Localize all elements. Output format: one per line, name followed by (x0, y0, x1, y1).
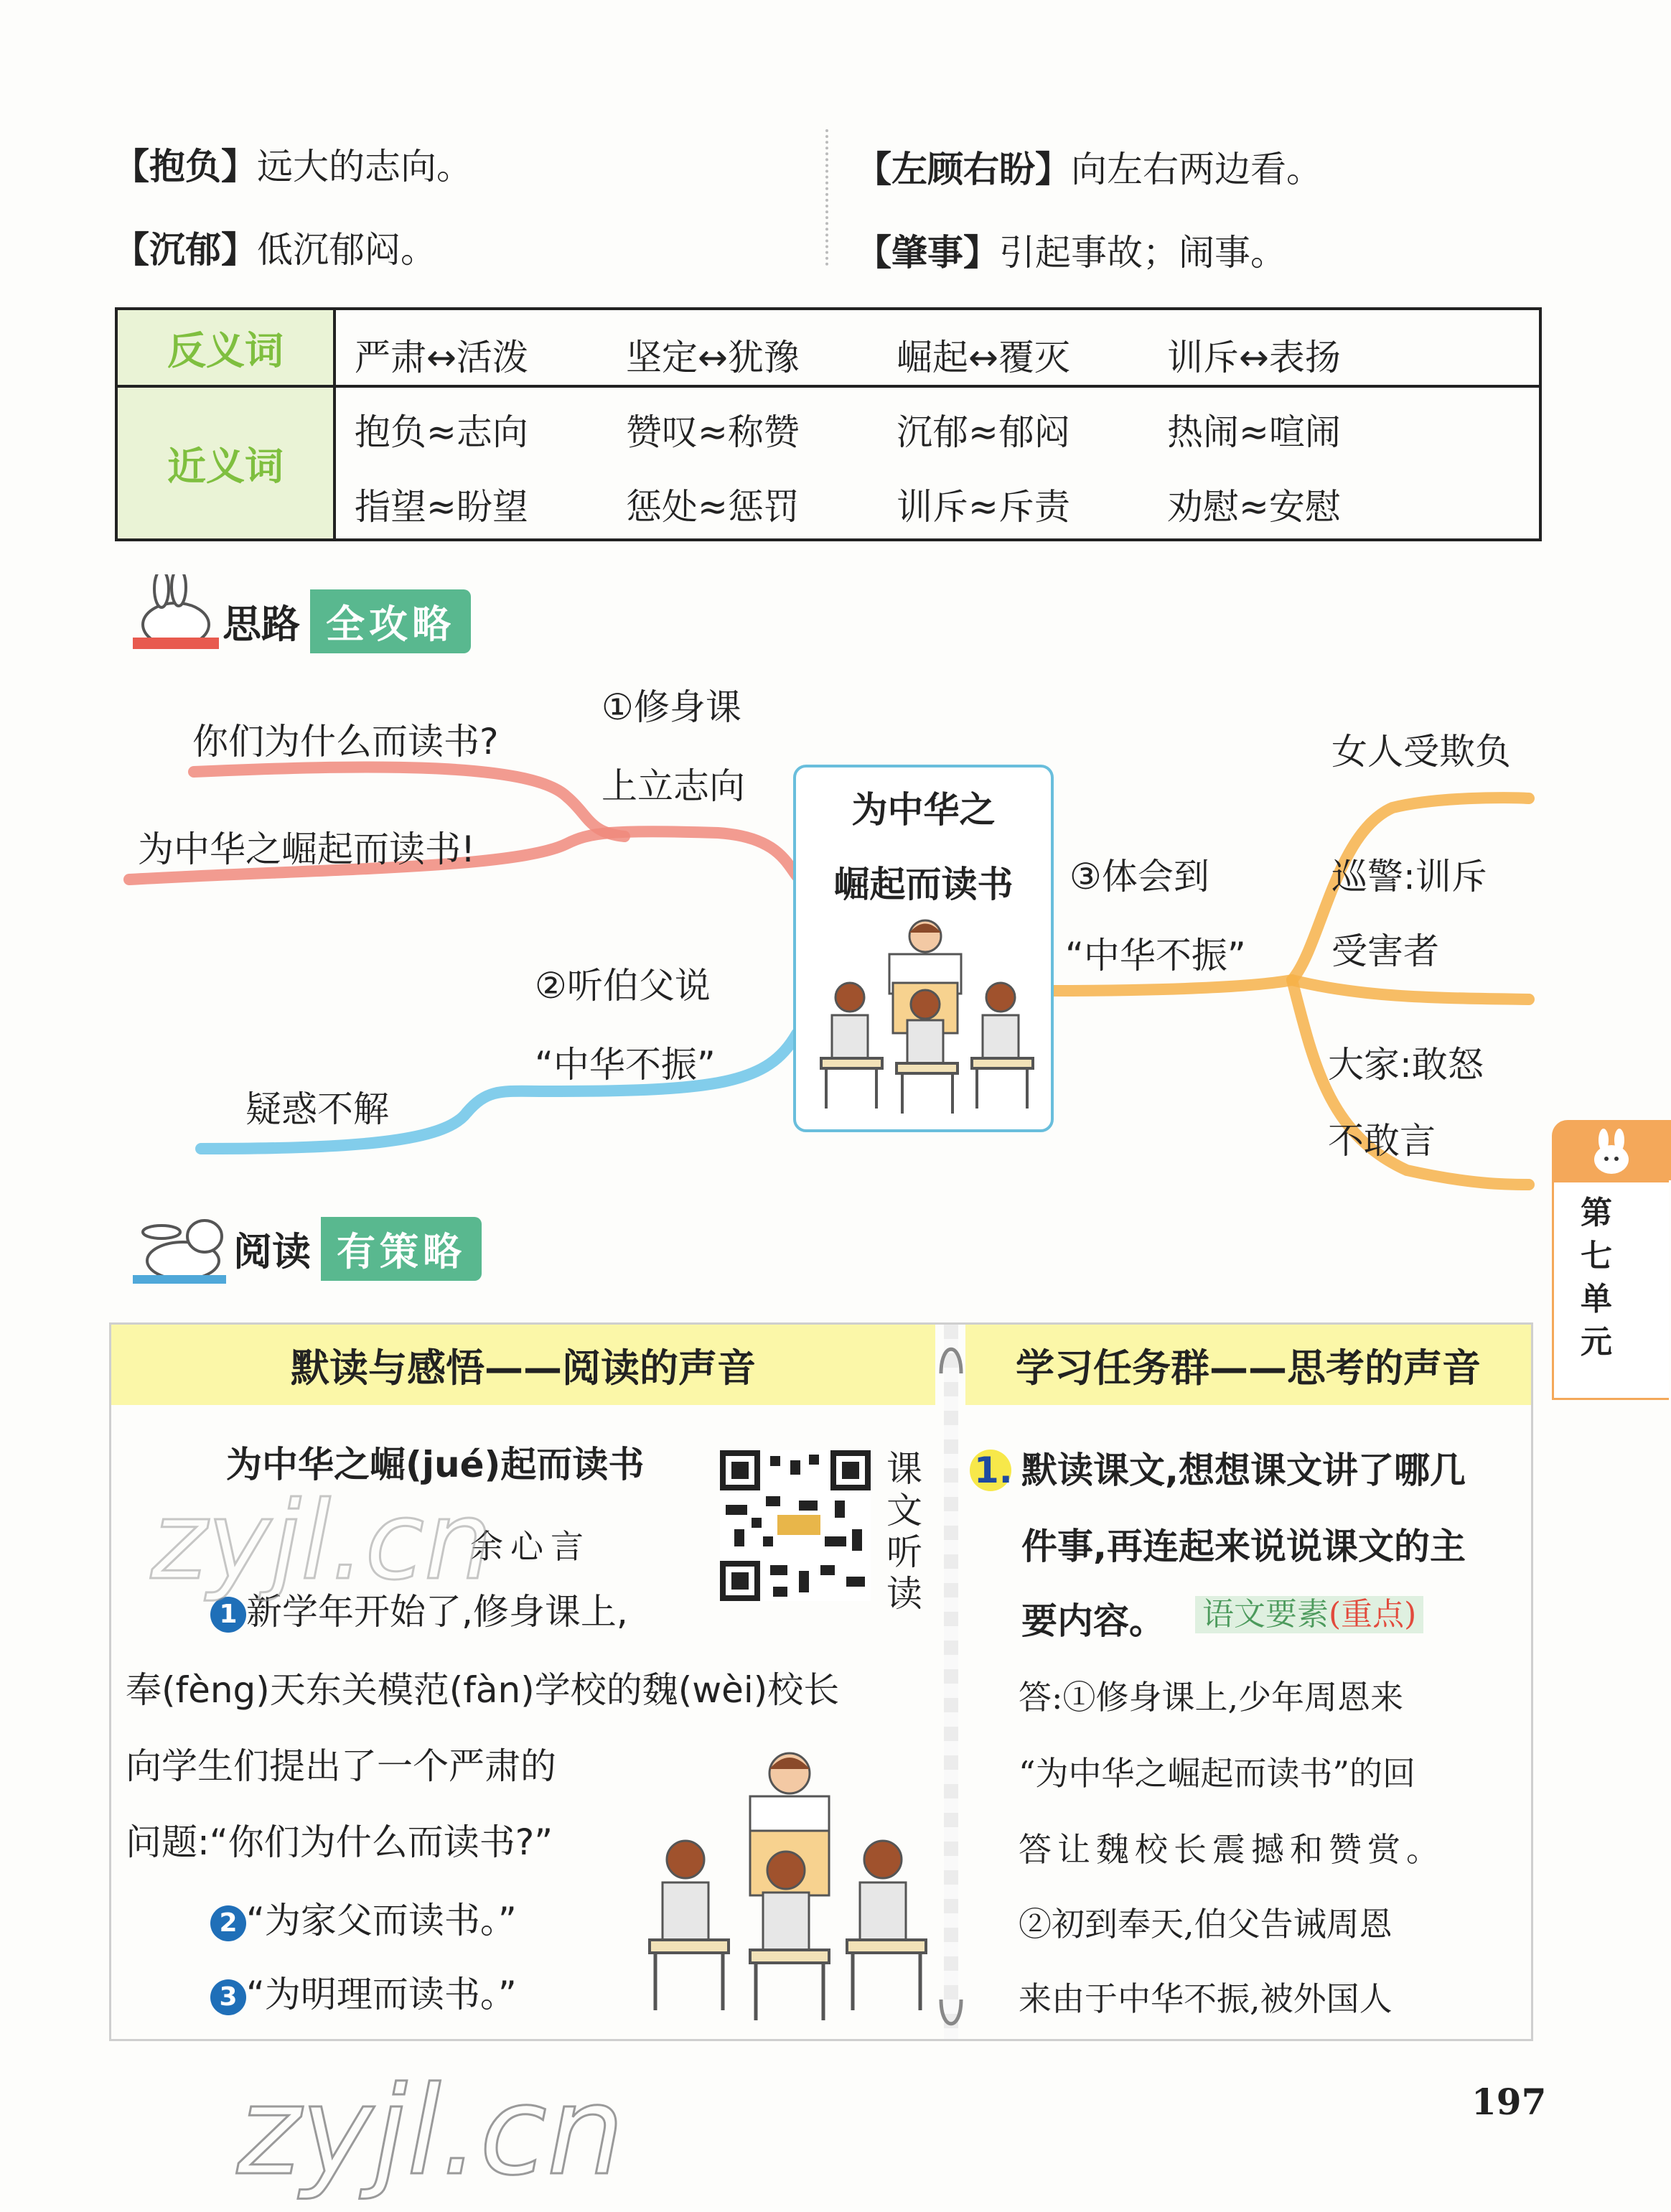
branch3-leaf: 受害者 (1331, 930, 1439, 972)
classroom-illustration (810, 911, 1036, 1119)
paragraph-number: 3 (210, 1979, 246, 2015)
ring-icon (935, 1338, 967, 1381)
right-bar-title: 学习任务群——思考的声音 (965, 1325, 1531, 1405)
antonym-pair: 坚定↔犹豫 (626, 337, 800, 378)
watermark: zyjl.cn (237, 2061, 624, 2203)
synonym-label: 近义词 (118, 388, 333, 538)
qr-label: 课 文 听 读 (886, 1448, 922, 1615)
branch1-subtitle: 上立志向 (602, 765, 745, 807)
task-line1: 默读课文,想想课文讲了哪几 (1021, 1450, 1466, 1491)
branch1-answer: 为中华之崛起而读书! (138, 829, 476, 870)
watermark: zyjl.cn (151, 1479, 493, 1604)
paragraph-2: 2 “为家父而读书。” (210, 1903, 517, 1941)
branch3-leaf: 大家:敢怒 (1328, 1044, 1484, 1086)
section-header-strategy: 思路 全攻略 (223, 593, 471, 649)
tag-language-element: 语文要素(重点) (1195, 1596, 1423, 1633)
divider (118, 385, 1539, 388)
mindmap-center (793, 765, 1054, 1132)
book-spine (944, 1325, 958, 2039)
ring-icon (935, 1992, 967, 2035)
paragraph-1-line1: 1 新学年开始了,修身课上, (210, 1594, 628, 1633)
article-title: 为中华之崛(jué)起而读书 (226, 1444, 645, 1485)
branch2-subtitle: “中华不振” (535, 1044, 716, 1086)
antonym-label: 反义词 (118, 310, 333, 385)
synonym-pair: 赞叹≈称赞 (626, 411, 800, 453)
paragraph-3: 3 “为明理而读书。” (210, 1977, 517, 2015)
answer-line: 来由于中华不振,被外国人 (1019, 1979, 1392, 2018)
branch3-leaf: 女人受欺负 (1331, 731, 1511, 773)
page-number: 197 (1471, 2081, 1547, 2123)
definition-item: 【左顾右盼】向左右两边看。 (856, 149, 1322, 190)
synonym-pair: 指望≈盼望 (355, 486, 528, 528)
definition-item: 【沉郁】低沉郁闷。 (113, 229, 436, 271)
synonym-pair: 劝慰≈安慰 (1167, 486, 1341, 528)
reading-box (109, 1322, 1533, 2041)
rabbit-lying-icon (118, 1210, 233, 1289)
branch2-leaf: 疑惑不解 (245, 1088, 389, 1130)
word-table (115, 307, 1542, 541)
antonym-pair: 崛起↔覆灭 (897, 337, 1070, 378)
rabbit-face-icon (1586, 1127, 1637, 1177)
qr-code[interactable] (720, 1450, 871, 1601)
branch1-question: 你们为什么而读书? (192, 721, 499, 762)
task-line2: 件事,再连起来说说课文的主 (1021, 1526, 1466, 1567)
paragraph-number: 1 (210, 1597, 246, 1633)
task-number: 1. (974, 1450, 1013, 1491)
synonym-pair: 惩处≈惩罚 (626, 486, 800, 528)
section-header-reading: 阅读 有策略 (233, 1221, 482, 1277)
branch3-title: ③体会到 (1069, 856, 1209, 897)
unit-label: 第 七 单 元 (1581, 1195, 1612, 1361)
divider (825, 129, 828, 266)
answer-line: “为中华之崛起而读书”的回 (1019, 1754, 1416, 1793)
synonym-pair: 热闹≈喧闹 (1167, 411, 1341, 453)
paragraph-1-line2: 奉(fèng)天东关模范(fàn)学校的魏(wèi)校长 (126, 1669, 840, 1711)
paragraph-1-line3: 向学生们提出了一个严肃的 (126, 1745, 556, 1787)
unit-side-tab (1552, 1120, 1671, 1400)
center-line1: 为中华之 (851, 789, 996, 831)
center-line2: 崛起而读书 (833, 864, 1014, 905)
branch2-title: ②听伯父说 (535, 965, 711, 1007)
paragraph-number: 2 (210, 1905, 246, 1941)
answer-line: ②初到奉天,伯父告诫周恩 (1019, 1905, 1392, 1943)
branch-orange-mid (1292, 980, 1529, 999)
task-line3: 要内容。 (1021, 1600, 1165, 1642)
branch3-subtitle: “中华不振” (1065, 935, 1246, 976)
synonym-pair: 抱负≈志向 (355, 411, 528, 453)
answer-line: 答:①修身课上,少年周恩来 (1019, 1678, 1404, 1717)
answer-line: 答让魏校长震撼和赞赏。 (1019, 1830, 1445, 1869)
synonym-pair: 沉郁≈郁闷 (897, 411, 1070, 453)
definition-item: 【肇事】引起事故；闹事。 (856, 232, 1286, 274)
paragraph-1-line4: 问题:“你们为什么而读书?” (126, 1821, 553, 1863)
article-author: 余心言 (470, 1527, 591, 1566)
branch3-leaf: 不敢言 (1328, 1120, 1436, 1162)
branch-pink-top (194, 767, 624, 836)
classroom-illustration (642, 1745, 930, 2025)
branch1-title: ①修身课 (602, 686, 741, 728)
branch3-leaf: 巡警:训斥 (1331, 856, 1487, 897)
antonym-pair: 训斥↔表扬 (1167, 337, 1341, 378)
antonym-pair: 严肃↔活泼 (355, 337, 528, 378)
definition-item: 【抱负】远大的志向。 (113, 146, 472, 187)
synonym-pair: 训斥≈斥责 (897, 486, 1070, 528)
rabbit-reading-icon (118, 574, 233, 653)
left-bar-title: 默读与感悟——阅读的声音 (111, 1325, 935, 1405)
divider (333, 310, 336, 538)
